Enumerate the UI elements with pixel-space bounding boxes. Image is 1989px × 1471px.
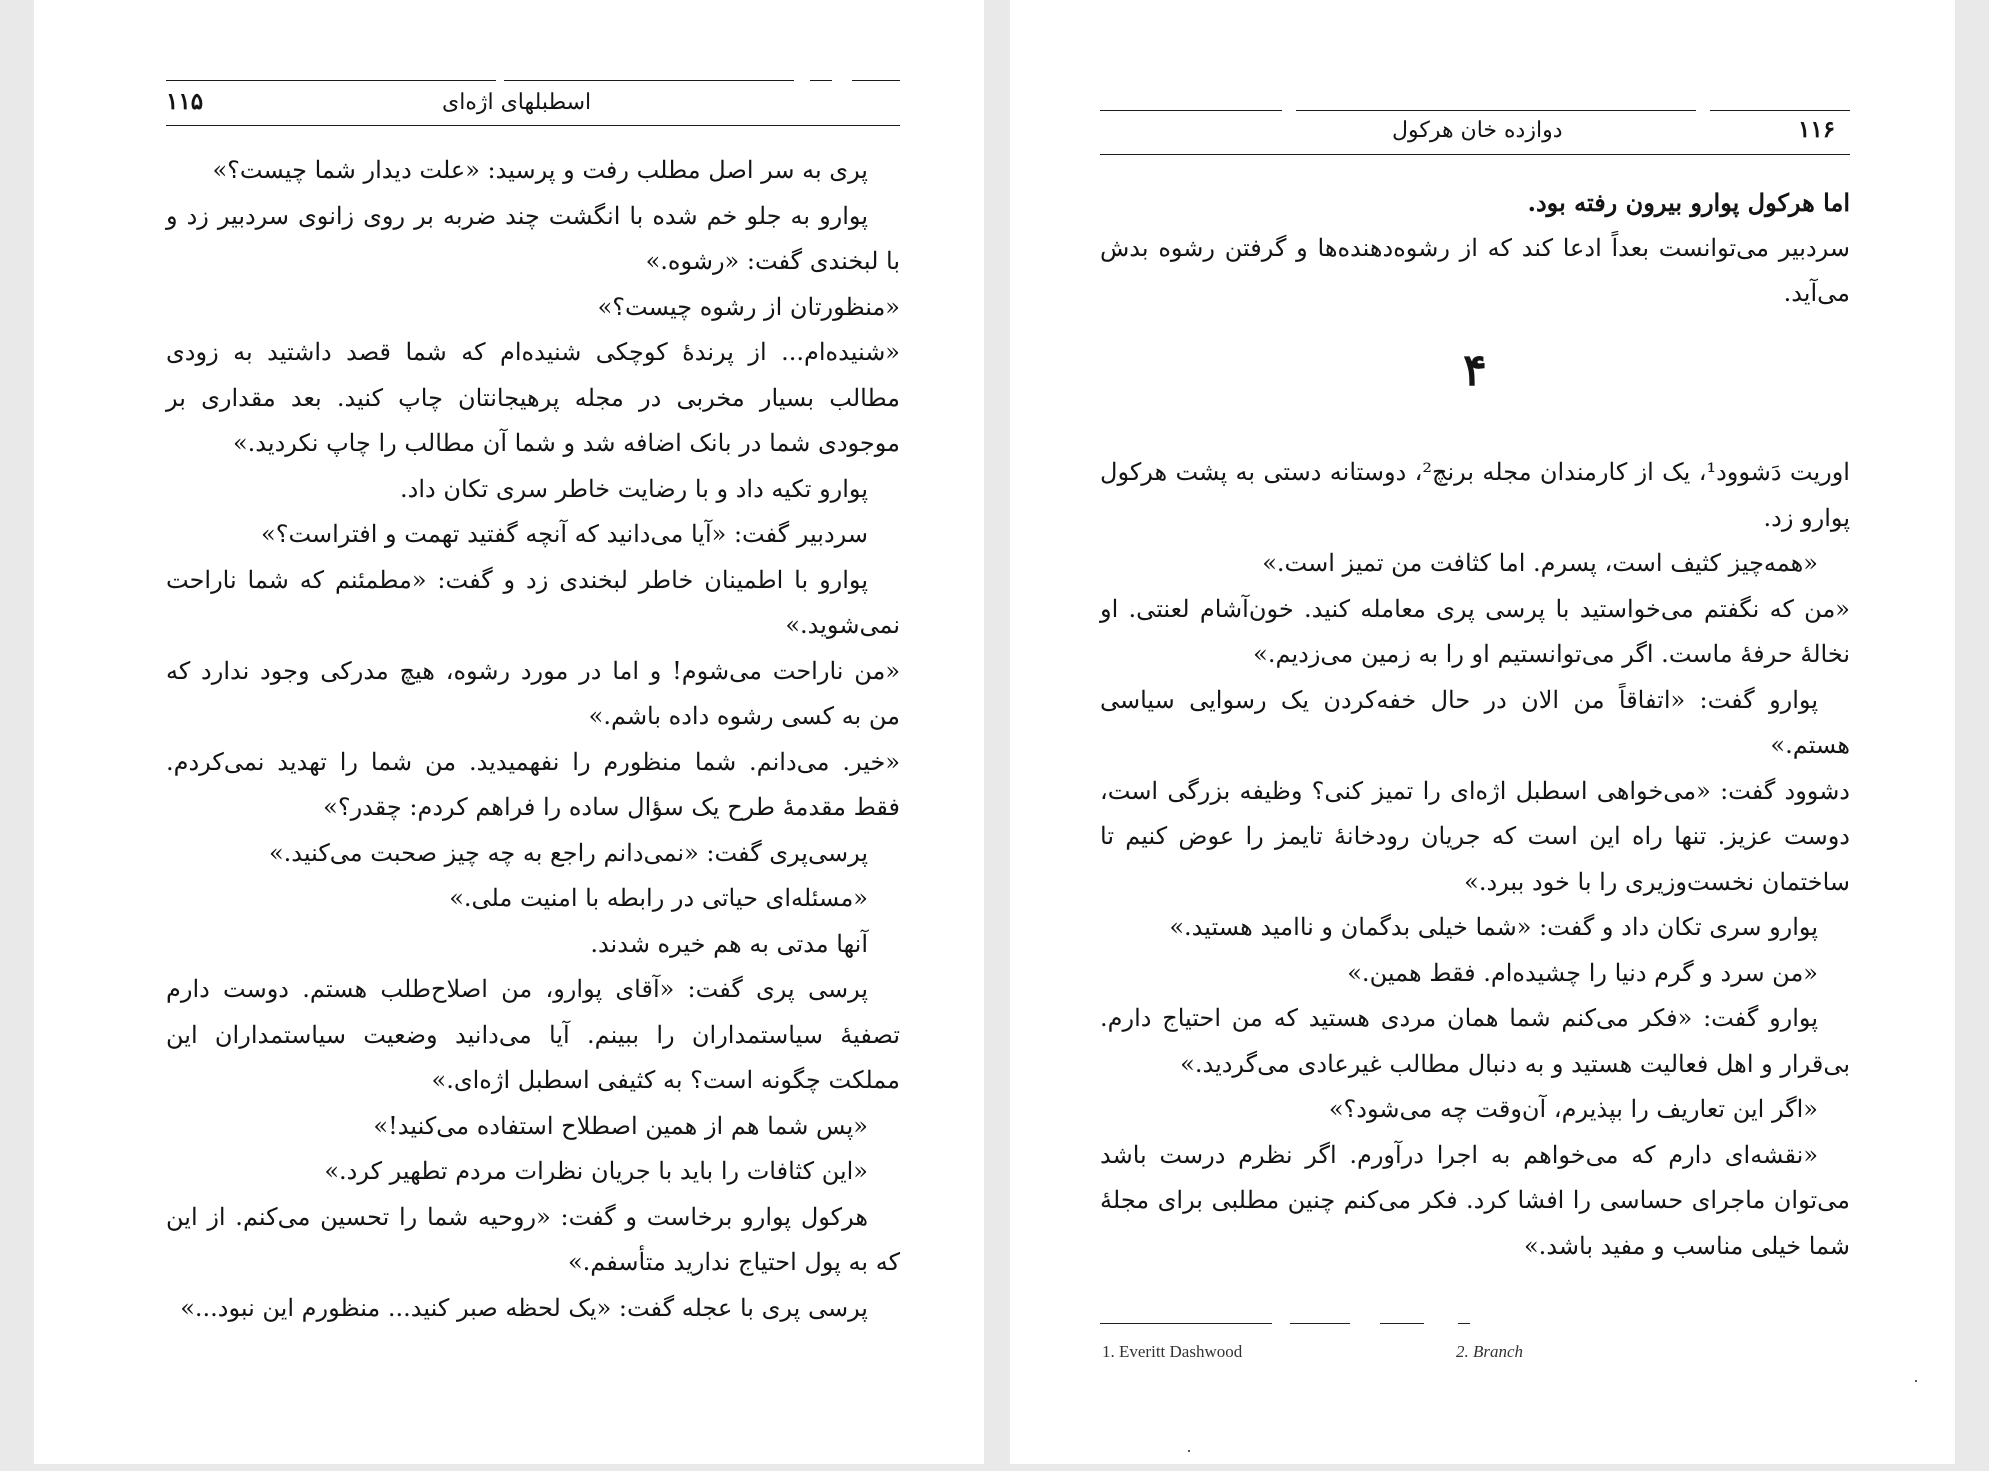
paragraph: «پس شما هم از همین اصطلاح استفاده می‌کنید!»: [373, 1111, 868, 1140]
left-page: [34, 0, 984, 1464]
paragraph: «منظورتان از رشوه چیست؟»: [597, 292, 900, 321]
header-rule-segment: [810, 80, 832, 81]
paragraph: «من که نگفتم می‌خواستید با پرسی پری معامله کنید. خون‌آشام لعنتی. او نخالهٔ حرفهٔ ماست. اگر می‌توانستیم او را به زمین می‌زدیم.»: [1100, 594, 1850, 668]
section-end-text: [1100, 180, 1850, 317]
body-text: [1100, 450, 1850, 1269]
body-text: [166, 148, 900, 1331]
paragraph: پوارو به جلو خم شده با انگشت چند ضربه بر روی زانوی سردبیر زد و با لبخندی گفت: «رشوه.»: [166, 201, 900, 275]
paragraph: پرسی پری با عجله گفت: «یک لحظه صبر کنید... منظورم این نبود...»: [180, 1293, 868, 1322]
paragraph: سردبیر می‌توانست بعداً ادعا کند که از رشوه‌دهنده‌ها و گرفتن رشوه بدش می‌آید.: [1100, 233, 1850, 307]
right-page: [1010, 0, 1955, 1464]
paragraph: «من سرد و گرم دنیا را چشیده‌ام. فقط همین.»: [1347, 958, 1818, 987]
footnote-rule-segment: [1100, 1323, 1272, 1324]
paragraph: پوارو گفت: «اتفاقاً من الان در حال خفه‌کردن یک رسوایی سیاسی هستم.»: [1100, 685, 1850, 759]
scan-speck: [1188, 1450, 1190, 1452]
paragraph: «همه‌چیز کثیف است، پسرم. اما کثافت من تمیز است.»: [1262, 549, 1818, 577]
paragraph: «مسئله‌ای حیاتی در رابطه با امنیت ملی.»: [449, 884, 868, 912]
paragraph: دشوود گفت: «می‌خواهی اسطبل اژه‌ای را تمیز کنی؟ وظیفه بزرگی است، دوست عزیز. تنها راه این است که جریان رودخانهٔ تایمز را عوض کنیم تا ساختمان نخست‌وزیری را با خود ببرد.»: [1100, 776, 1850, 896]
paragraph: پرسی‌پری گفت: «نمی‌دانم راجع به چه چیز صحبت می‌کنید.»: [268, 838, 868, 867]
header-rule-segment: [1710, 110, 1850, 111]
scan-speck: [1915, 1380, 1917, 1382]
header-rule-segment: [166, 80, 496, 81]
paragraph: «این کثافات را باید با جریان نظرات مردم تطهیر کرد.»: [324, 1157, 868, 1185]
footnote-rule-segment: [1380, 1323, 1424, 1324]
paragraph: پوارو با اطمینان خاطر لبخندی زد و گفت: «مطمئنم که شما ناراحت نمی‌شوید.»: [166, 565, 900, 639]
paragraph: اما هرکول پوارو بیرون رفته بود.: [1527, 188, 1850, 217]
header-rule-segment: [1100, 110, 1282, 111]
paragraph: پوارو سری تکان داد و گفت: «شما خیلی بدگمان و ناامید هستید.»: [1169, 913, 1818, 941]
paragraph: آنها مدتی به هم خیره شدند.: [590, 929, 868, 958]
header-rule-segment: [504, 80, 794, 81]
page-number: ۱۱۵: [166, 88, 204, 115]
running-title: دوازده خان هرکول: [1392, 118, 1563, 143]
paragraph: «اگر این تعاریف را بپذیرم، آن‌وقت چه می‌شود؟»: [1328, 1095, 1818, 1123]
page-number: ۱۱۶: [1798, 116, 1836, 143]
paragraph: پری به سر اصل مطلب رفت و پرسید: «علت دیدار شما چیست؟»: [212, 156, 868, 184]
paragraph: «خیر. می‌دانم. شما منظورم را نفهمیدید. من شما را تهدید نمی‌کردم. فقط مقدمهٔ طرح یک سؤال ساده را فراهم کردم: چقدر؟»: [166, 747, 900, 821]
header-rule-segment: [852, 80, 900, 81]
footnote-rule-segment: [1290, 1323, 1350, 1324]
header-underline: [1100, 154, 1850, 155]
paragraph: «نقشه‌ای دارم که می‌خواهم به اجرا درآورم. اگر نظرم درست باشد می‌توان ماجرای حساسی را افشا کرد. فکر می‌کنم چنین مطلبی برای مجلهٔ شما خیلی مناسب و مفید باشد.»: [1100, 1140, 1851, 1260]
paragraph: اوریت دَشوود¹، یک از کارمندان مجله برنچ²، دوستانه دستی به پشت هرکول پوارو زد.: [1100, 458, 1850, 532]
paragraph: سردبیر گفت: «آیا می‌دانید که آنچه گفتید تهمت و افتراست؟»: [261, 520, 868, 548]
paragraph: پوارو تکیه داد و با رضایت خاطر سری تکان داد.: [400, 474, 868, 503]
footnote-1: 1. Everitt Dashwood: [1102, 1342, 1243, 1361]
paragraph: «من ناراحت می‌شوم! و اما در مورد رشوه، هیچ مدرکی وجود ندارد که من به کسی رشوه داده باشم.»: [166, 656, 900, 730]
footnote-2: 2. Branch: [1456, 1342, 1524, 1361]
header-underline: [166, 125, 900, 126]
footnote-rule-segment: [1458, 1323, 1470, 1324]
paragraph: پوارو گفت: «فکر می‌کنم شما همان مردی هستید که من احتیاج دارم. بی‌قرار و اهل فعالیت هستید و به دنبال مطالب غیرعادی می‌گردید.»: [1100, 1004, 1850, 1078]
running-title: اسطبلهای اژه‌ای: [442, 90, 592, 115]
paragraph: پرسی پری گفت: «آقای پوارو، من اصلاح‌طلب هستم. دوست دارم تصفیهٔ سیاستمداران را ببینم. آیا می‌دانید وضعیت سیاستمداران این مملکت چگونه است؟ به کثیفی اسطبل اژه‌ای.»: [166, 975, 900, 1094]
chapter-number: ۴: [1463, 345, 1487, 396]
paragraph: «شنیده‌ام... از پرندهٔ کوچکی شنیده‌ام که شما قصد داشتید به زودی مطالب بسیار مخربی در مجله پرهیجانتان چاپ کنید. بعد مقداری بر موجودی شما در بانک اضافه شد و شما آن مطالب را چاپ نکردید.»: [166, 338, 900, 457]
header-rule-segment: [1296, 110, 1696, 111]
paragraph: هرکول پوارو برخاست و گفت: «روحیه شما را تحسین می‌کنم. از این که به پول احتیاج ندارید متأسفم.»: [166, 1202, 900, 1276]
